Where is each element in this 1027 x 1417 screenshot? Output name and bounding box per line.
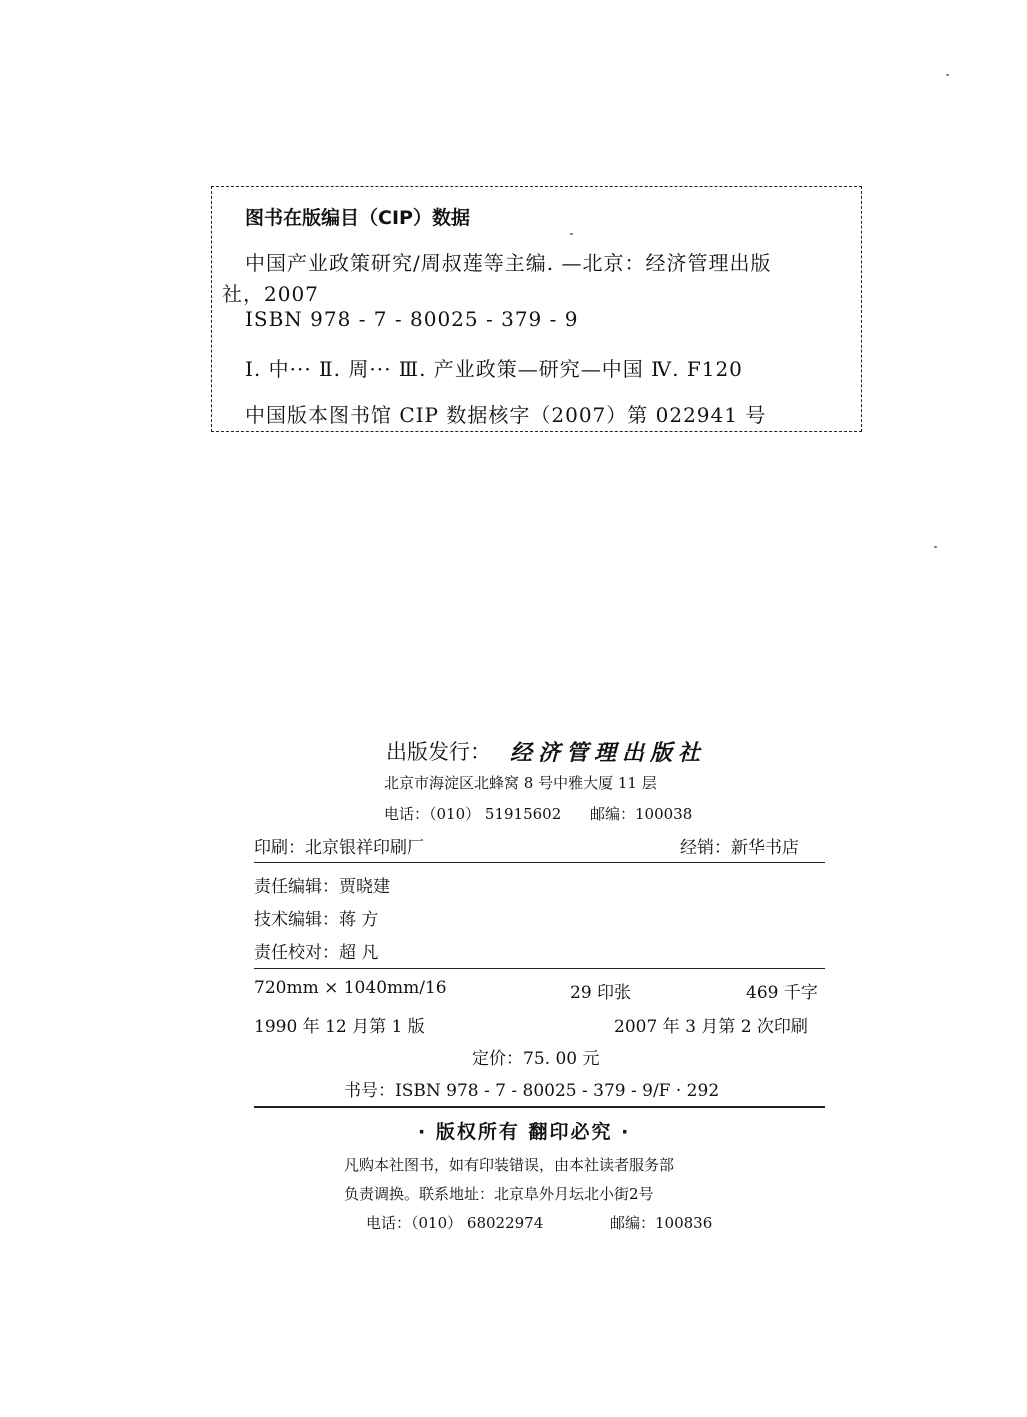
book-number: 书号：ISBN 978 - 7 - 80025 - 379 - 9/F · 292 [344,1081,720,1101]
publisher-label: 出版发行： [386,740,491,764]
first-edition: 1990 年 12 月第 1 版 [254,1017,425,1037]
divider-rule [254,862,825,863]
cip-bibliographic-line: 中国产业政策研究/周叔莲等主编. —北京：经济管理出版 [245,251,772,275]
return-policy-line: 凡购本社图书，如有印装错误，由本社读者服务部 [344,1156,675,1174]
cip-bibliographic-line-continued: 社，2007 [222,282,319,306]
divider-rule [254,1106,825,1108]
publisher-postcode: 邮编：100038 [590,805,693,823]
scan-speck [946,74,949,76]
word-count: 469 千字 [746,983,818,1003]
copyright-notice: · 版权所有 翻印必究 · [418,1121,631,1143]
printer: 印刷：北京银祥印刷厂 [254,838,424,858]
print-run: 2007 年 3 月第 2 次印刷 [614,1017,808,1037]
chief-editor: 责任编辑：贾晓建 [254,877,390,897]
service-postcode: 邮编：100836 [610,1214,713,1232]
scan-speck [570,233,573,235]
publisher-name: 经济管理出版社 [510,740,707,766]
scan-speck [934,546,937,548]
return-policy-address: 负责调换。联系地址：北京阜外月坛北小街2号 [344,1185,654,1203]
cip-classification: Ⅰ. 中··· Ⅱ. 周··· Ⅲ. 产业政策—研究—中国 Ⅳ. F120 [245,357,743,381]
cip-title: 图书在版编目（CIP）数据 [245,207,470,229]
publisher-address: 北京市海淀区北蜂窝 8 号中雅大厦 11 层 [384,774,657,792]
printed-sheets: 29 印张 [570,983,632,1003]
book-format: 720mm × 1040mm/16 [254,978,447,998]
technical-editor: 技术编辑：蒋 方 [254,910,379,930]
cip-record-number: 中国版本图书馆 CIP 数据核字（2007）第 022941 号 [245,403,767,427]
price: 定价：75. 00 元 [472,1049,600,1069]
cip-isbn: ISBN 978 - 7 - 80025 - 379 - 9 [245,307,579,331]
proofreader: 责任校对：超 凡 [254,943,379,963]
service-phone: 电话：（010） 68022974 [366,1214,544,1232]
distributor: 经销：新华书店 [680,838,799,858]
divider-rule [254,968,825,969]
publisher-phone: 电话：（010） 51915602 [384,805,562,823]
